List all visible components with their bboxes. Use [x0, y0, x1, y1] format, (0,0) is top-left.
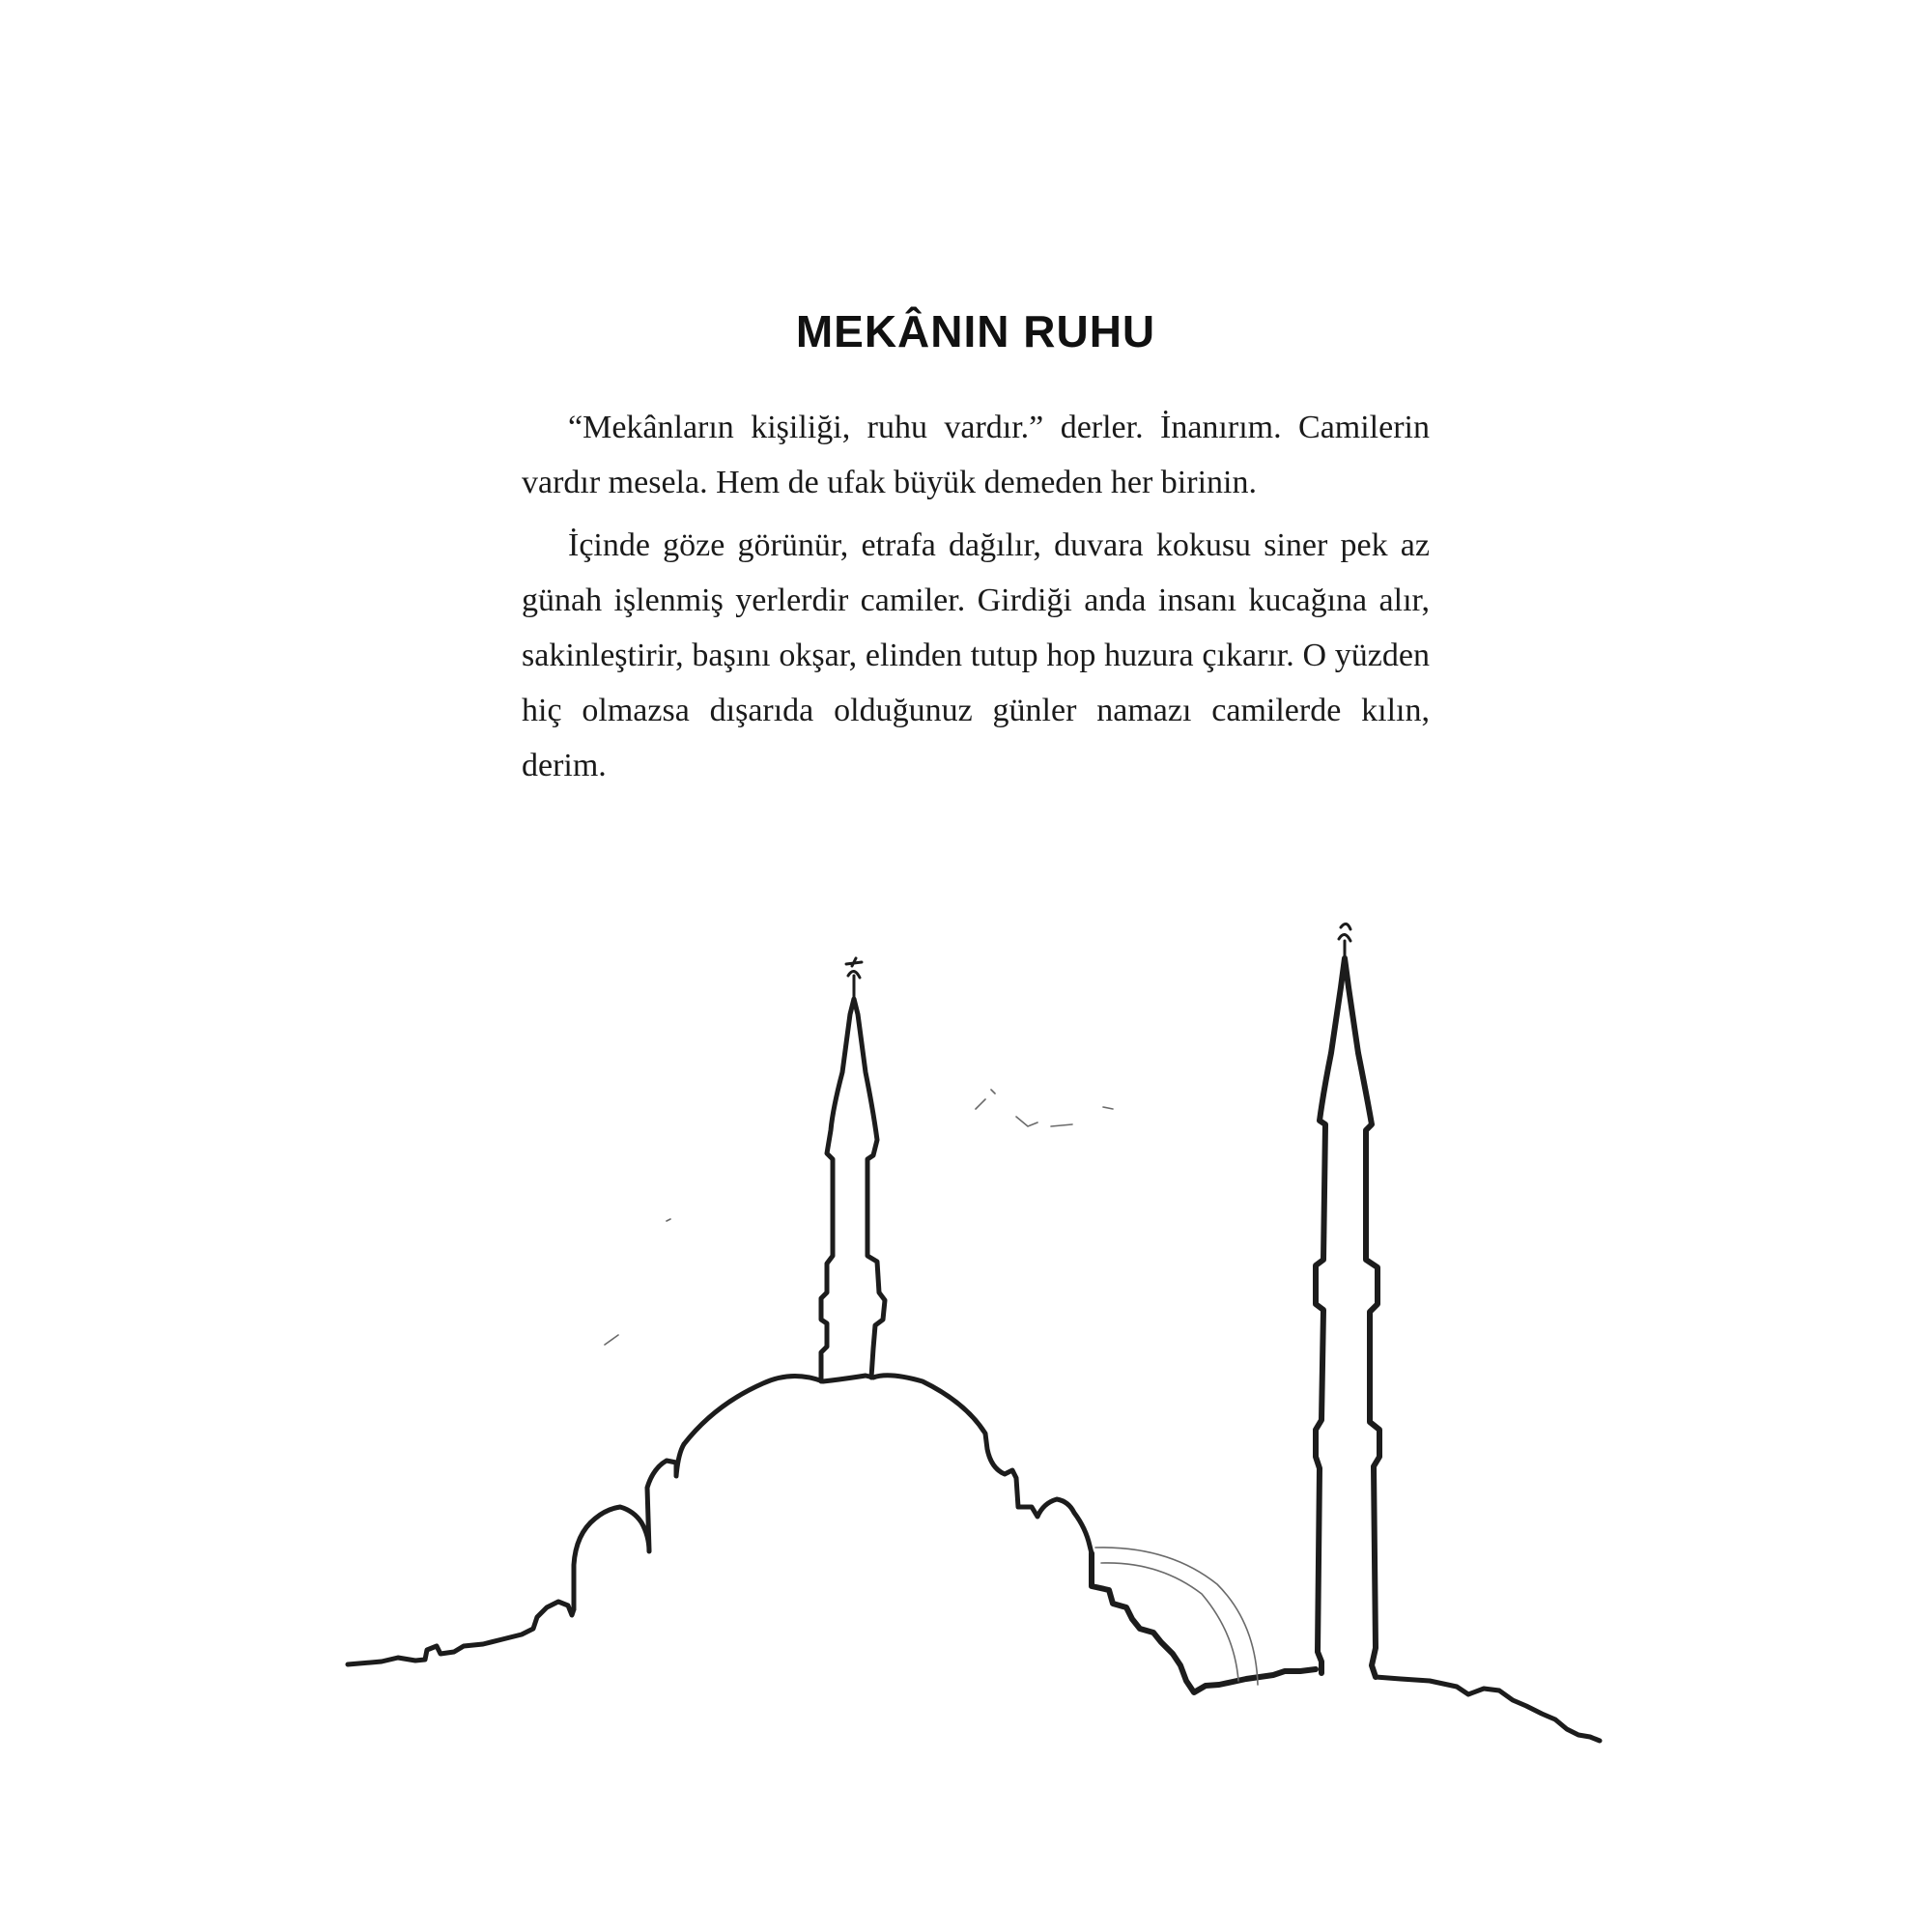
- chapter-title: MEKÂNIN RUHU: [795, 306, 1156, 356]
- left-minaret-finial: [846, 958, 862, 999]
- right-portico-arc-2: [1101, 1563, 1238, 1681]
- right-minaret-finial: [1339, 923, 1350, 958]
- left-ground-line: [348, 1602, 574, 1664]
- paragraph-2: İçinde göze görünür, etrafa dağılır, duvara kokusu siner pek az günah işlenmiş yerlerdir camiler. Girdiği anda insanı kucağına alır, sakinleştirir, başını okşar, elinden tutup hop huzura çıkarır. O yüzden hiç olmazsa dışarıda olduğunuz günler namazı camilerde kılın, derim.: [522, 527, 1430, 783]
- main-dome: [684, 1376, 1092, 1553]
- sketch-mark-birds: [976, 1090, 1113, 1126]
- left-semi-domes: [574, 1444, 684, 1609]
- right-ground-line: [1376, 1677, 1600, 1741]
- left-minaret: [821, 999, 885, 1381]
- paragraph-1: “Mekânların kişiliği, ruhu vardır.” derler. İnanırım. Camilerin vardır mesela. Hem de ufak büyük demeden her birinin.: [522, 410, 1430, 500]
- right-minaret: [1316, 958, 1379, 1677]
- sketch-mark-left: [605, 1219, 670, 1345]
